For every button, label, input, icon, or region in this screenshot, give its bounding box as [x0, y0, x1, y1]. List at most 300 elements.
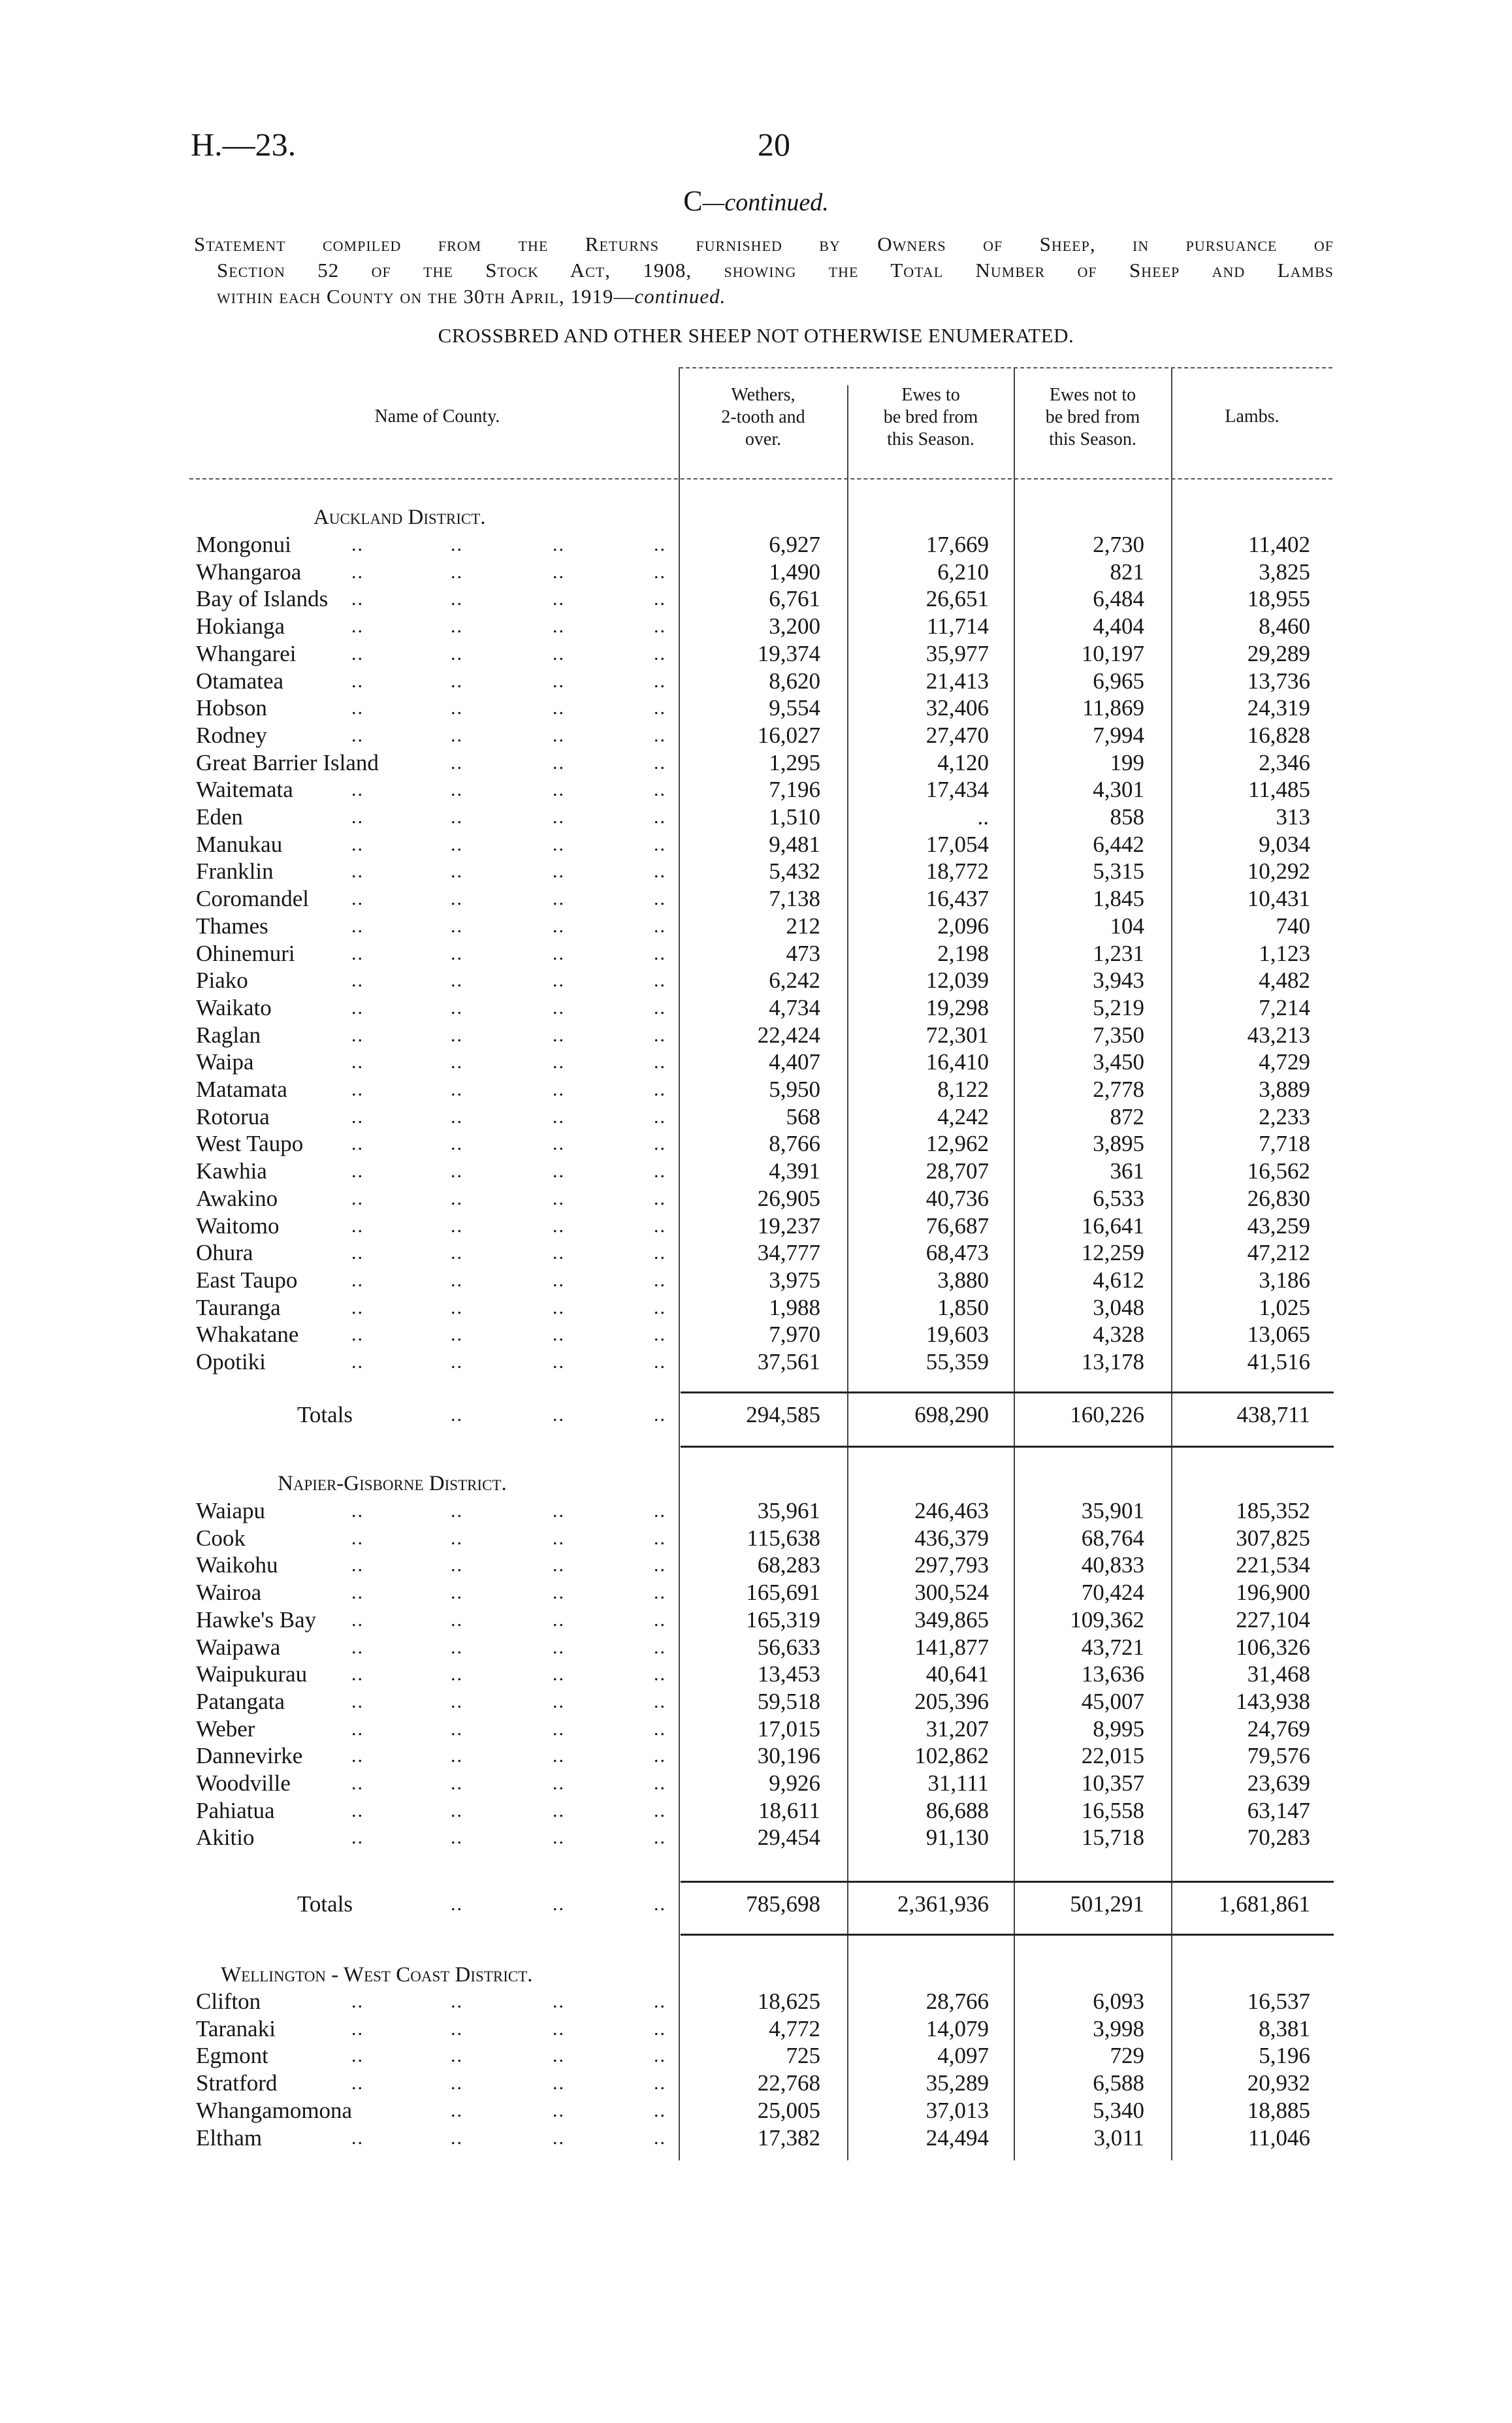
cell-value: 4,097	[937, 2043, 989, 2069]
leader-dots: ..	[654, 1893, 666, 1915]
cell-value: 115,638	[747, 1525, 820, 1551]
leader-dots: ..	[351, 996, 364, 1018]
cell-value: 143,938	[1236, 1688, 1310, 1714]
cell-value: 18,611	[758, 1797, 820, 1823]
table-row	[0, 885, 1512, 913]
leader-dots: ..	[654, 806, 666, 828]
leader-dots: ..	[553, 1079, 565, 1100]
leader-dots: ..	[351, 969, 364, 992]
leader-dots: ..	[451, 1893, 463, 1915]
leader-dots: ..	[553, 2126, 565, 2149]
table-row	[0, 1661, 1512, 1688]
cell-value: 24,769	[1247, 1716, 1310, 1742]
leader-dots: ..	[553, 1214, 565, 1237]
totals-row	[0, 1401, 1512, 1429]
cell-value: 19,374	[757, 640, 820, 666]
cell-value: 16,537	[1247, 1989, 1310, 2014]
leader-dots: ..	[451, 1404, 463, 1425]
cell-value: 3,011	[1093, 2124, 1144, 2151]
leader-dots: ..	[553, 1351, 565, 1373]
leader-dots: ..	[654, 1608, 666, 1631]
leader-dots: ..	[553, 2017, 565, 2040]
leader-dots: ..	[553, 860, 565, 883]
county-name: Waitomo	[196, 1212, 280, 1239]
leader-dots: ..	[451, 915, 463, 937]
table-row	[0, 1239, 1512, 1267]
cell-value: 37,561	[757, 1349, 820, 1374]
table-row	[0, 858, 1512, 885]
cell-value: 41,516	[1247, 1349, 1310, 1374]
cell-value: 3,889	[1259, 1077, 1310, 1102]
cell-value: 858	[1110, 804, 1144, 830]
leader-dots: ..	[351, 860, 364, 883]
cell-value: 6,965	[1093, 668, 1144, 694]
cell-value: 28,766	[925, 1989, 989, 2014]
leader-dots: ..	[553, 1296, 565, 1318]
table-row	[0, 2097, 1512, 2124]
cell-value: 91,130	[925, 1825, 989, 1851]
leader-dots: ..	[351, 588, 364, 610]
leader-dots: ..	[351, 615, 364, 638]
cell-value: 436,379	[914, 1525, 989, 1551]
county-name: Coromandel	[196, 886, 310, 912]
page-number: 20	[758, 126, 790, 163]
table-row	[0, 1634, 1512, 1661]
leader-dots: ..	[451, 1527, 463, 1549]
leader-dots: ..	[553, 806, 565, 828]
cell-value: 22,424	[757, 1022, 820, 1048]
leader-dots: ..	[351, 1690, 364, 1712]
cell-value: 32,406	[925, 695, 989, 721]
table-row	[0, 1579, 1512, 1606]
leader-dots: ..	[351, 1079, 364, 1100]
cell-value: 13,636	[1081, 1661, 1144, 1687]
leader-dots: ..	[451, 1160, 463, 1182]
cell-value: 568	[786, 1103, 820, 1130]
cell-value: 6,533	[1093, 1185, 1144, 1211]
statement-line-2: Section 52 of the Stock Act, 1908, showing the Total Number of Sheep and Lambs	[217, 259, 1334, 282]
leader-dots: ..	[553, 969, 565, 992]
table-row	[0, 804, 1512, 831]
cell-value: 349,865	[914, 1606, 989, 1633]
leader-dots: ..	[654, 1242, 666, 1264]
cell-value: 141,877	[914, 1634, 989, 1660]
cell-value: 212	[786, 913, 820, 939]
leader-dots: ..	[451, 1500, 463, 1521]
leader-dots: ..	[451, 1582, 463, 1604]
leader-dots: ..	[553, 1051, 565, 1073]
cell-value: 19,603	[925, 1322, 989, 1348]
cell-value: 160,226	[1070, 1402, 1144, 1427]
cell-value: 2,096	[937, 913, 989, 939]
leader-dots: ..	[654, 1296, 666, 1318]
totals-rule	[681, 1881, 1334, 1883]
leader-dots: ..	[654, 1663, 666, 1685]
cell-value: 7,970	[769, 1322, 820, 1348]
county-name: Waipa	[196, 1049, 254, 1075]
cell-value: 56,633	[757, 1634, 820, 1660]
cell-value: 2,778	[1093, 1077, 1144, 1102]
leader-dots: ..	[351, 888, 364, 910]
cell-value: 8,620	[769, 668, 820, 694]
county-name: Clifton	[196, 1989, 261, 2014]
leader-dots: ..	[351, 2017, 364, 2040]
county-name: Hokianga	[196, 613, 285, 640]
cell-value: 22,768	[757, 2070, 820, 2096]
cell-value: 8,995	[1093, 1716, 1144, 1742]
cell-value: 8,766	[769, 1131, 820, 1157]
leader-dots: ..	[451, 588, 463, 610]
table-row	[0, 1988, 1512, 2015]
header-line: Ewes to	[901, 385, 960, 405]
leader-dots: ..	[451, 942, 463, 964]
cell-value: 6,927	[769, 532, 820, 557]
table-row	[0, 722, 1512, 749]
cell-value: 740	[1276, 913, 1310, 939]
header-line: 2-tooth and	[721, 407, 805, 427]
cell-value: 3,825	[1259, 559, 1310, 585]
leader-dots: ..	[451, 1324, 463, 1346]
cell-value: 11,046	[1248, 2124, 1310, 2151]
county-name: Akitio	[196, 1825, 255, 1851]
county-name: Cook	[196, 1525, 246, 1551]
leader-dots: ..	[553, 833, 565, 855]
cell-value: 1,845	[1093, 886, 1144, 912]
cell-value: 40,641	[925, 1661, 989, 1687]
cell-value: 9,481	[769, 831, 820, 857]
leader-dots: ..	[351, 1324, 364, 1346]
leader-dots: ..	[654, 1554, 666, 1576]
leader-dots: ..	[654, 1079, 666, 1100]
leader-dots: ..	[553, 1717, 565, 1740]
cell-value: 165,691	[746, 1580, 820, 1606]
cell-value: 4,301	[1093, 777, 1144, 803]
table-row	[0, 668, 1512, 695]
cell-value: 1,850	[937, 1294, 989, 1320]
cell-value: 17,669	[925, 532, 989, 557]
leader-dots: ..	[351, 1105, 364, 1128]
leader-dots: ..	[451, 1799, 463, 1821]
table-row	[0, 531, 1512, 559]
leader-dots: ..	[553, 1242, 565, 1264]
cell-value: 3,048	[1093, 1294, 1144, 1320]
leader-dots: ..	[654, 860, 666, 883]
county-name: Eltham	[196, 2124, 263, 2151]
cell-value: 21,413	[925, 668, 989, 694]
leader-dots: ..	[654, 1105, 666, 1128]
leader-dots: ..	[451, 1296, 463, 1318]
document-code: H.—23.	[191, 126, 297, 163]
cell-value: 4,120	[937, 749, 989, 775]
cell-value: 3,186	[1259, 1267, 1310, 1293]
table-row	[0, 1552, 1512, 1579]
table-row	[0, 913, 1512, 940]
table-subtitle: CROSSBRED AND OTHER SHEEP NOT OTHERWISE ENUMERATED.	[438, 324, 1074, 347]
leader-dots: ..	[451, 833, 463, 855]
cell-value: 7,994	[1093, 722, 1144, 748]
district-heading: Napier-Gisborne District.	[278, 1472, 507, 1495]
table-row	[0, 831, 1512, 858]
leader-dots: ..	[351, 1024, 364, 1046]
cell-value: 5,315	[1093, 858, 1144, 885]
cell-value: 24,319	[1247, 695, 1310, 721]
cell-value: 6,442	[1093, 831, 1144, 857]
cell-value: 4,328	[1093, 1322, 1144, 1348]
cell-value: 29,454	[757, 1825, 820, 1851]
county-name: Great Barrier Island	[196, 749, 379, 775]
county-name: Rodney	[196, 722, 267, 748]
table-row	[0, 2015, 1512, 2043]
cell-value: 76,687	[925, 1212, 989, 1239]
table-row	[0, 1212, 1512, 1240]
header-line: be bred from	[883, 407, 978, 427]
cell-value: 26,830	[1247, 1185, 1310, 1211]
section-continued-heading	[0, 184, 1512, 218]
cell-value: 23,639	[1247, 1770, 1310, 1796]
leader-dots: ..	[351, 1187, 364, 1209]
cell-value: 7,138	[769, 886, 820, 912]
cell-value: 501,291	[1070, 1891, 1144, 1917]
cell-value: 1,025	[1259, 1294, 1310, 1320]
leader-dots: ..	[553, 642, 565, 664]
cell-value: 43,721	[1081, 1634, 1144, 1660]
county-name: Stratford	[196, 2070, 278, 2096]
leader-dots: ..	[351, 642, 364, 664]
leader-dots: ..	[654, 1269, 666, 1291]
leader-dots: ..	[351, 1717, 364, 1740]
cell-value: 199	[1110, 749, 1144, 775]
cell-value: 12,259	[1081, 1240, 1144, 1266]
cell-value: 2,233	[1259, 1103, 1310, 1130]
totals-rule	[681, 1391, 1334, 1393]
cell-value: 16,410	[925, 1049, 989, 1075]
cell-value: 10,357	[1081, 1770, 1144, 1796]
leader-dots: ..	[451, 697, 463, 719]
header-name-of-county: Name of County.	[374, 406, 500, 427]
county-name: Taranaki	[196, 2015, 276, 2041]
leader-dots: ..	[351, 1242, 364, 1264]
cell-value: 35,961	[757, 1498, 820, 1523]
cell-value: 6,093	[1093, 1989, 1144, 2014]
header-line: this Season.	[1049, 429, 1136, 449]
leader-dots: ..	[351, 1160, 364, 1182]
leader-dots: ..	[451, 670, 463, 692]
cell-value: 4,391	[769, 1158, 820, 1184]
leader-dots: ..	[351, 1582, 364, 1604]
leader-dots: ..	[351, 1051, 364, 1073]
leader-dots: ..	[553, 1269, 565, 1291]
leader-dots: ..	[654, 1500, 666, 1521]
leader-dots: ..	[654, 615, 666, 638]
leader-dots: ..	[351, 1296, 364, 1318]
cell-value: 106,326	[1236, 1634, 1310, 1660]
cell-value: 17,015	[757, 1716, 820, 1742]
header-line: this Season.	[887, 429, 974, 449]
leader-dots: ..	[351, 1827, 364, 1849]
county-name: Tauranga	[196, 1294, 281, 1320]
continued-label: —continued.	[702, 189, 829, 216]
header-ewes-to-be-bred	[848, 384, 1014, 451]
table-row	[0, 1321, 1512, 1348]
cell-value: 3,998	[1093, 2015, 1144, 2041]
leader-dots: ..	[654, 2126, 666, 2149]
cell-value: 11,714	[927, 613, 989, 640]
cell-value: 313	[1276, 804, 1310, 830]
cell-value: 5,432	[769, 858, 820, 885]
leader-dots: ..	[553, 561, 565, 583]
leader-dots: ..	[351, 1554, 364, 1576]
table-row	[0, 559, 1512, 586]
cell-value: 1,295	[769, 749, 820, 775]
leader-dots: ..	[654, 942, 666, 964]
leader-dots: ..	[451, 751, 463, 773]
leader-dots: ..	[451, 534, 463, 555]
leader-dots: ..	[451, 860, 463, 883]
cell-value: 45,007	[1081, 1688, 1144, 1714]
cell-value: 16,437	[925, 886, 989, 912]
leader-dots: ..	[451, 1351, 463, 1373]
table-row	[0, 1688, 1512, 1716]
cell-value: 221,534	[1236, 1552, 1310, 1578]
county-name: Woodville	[196, 1770, 291, 1796]
leader-dots: ..	[654, 1717, 666, 1740]
leader-dots: ..	[654, 1745, 666, 1767]
leader-dots: ..	[451, 642, 463, 664]
cell-value: 3,450	[1093, 1049, 1144, 1075]
cell-value: 227,104	[1236, 1606, 1310, 1633]
cell-value: 35,977	[925, 640, 989, 666]
leader-dots: ..	[451, 1827, 463, 1849]
district-heading: Auckland District.	[314, 506, 486, 529]
cell-value: 3,880	[937, 1267, 989, 1293]
cell-value: 10,431	[1247, 886, 1310, 912]
table-row	[0, 1606, 1512, 1634]
table-row	[0, 1267, 1512, 1294]
county-name: Matamata	[196, 1077, 287, 1102]
leader-dots: ..	[451, 2045, 463, 2067]
table-row	[0, 994, 1512, 1022]
leader-dots: ..	[654, 1187, 666, 1209]
county-name: Ohura	[196, 1240, 253, 1266]
statement-line-1: Statement compiled from the Returns furnished by Owners of Sheep, in pursuance of	[194, 233, 1334, 255]
cell-value: 1,510	[769, 804, 820, 830]
header-lambs: Lambs.	[1225, 406, 1279, 427]
cell-value: 31,468	[1247, 1661, 1310, 1687]
cell-value: 59,518	[757, 1688, 820, 1714]
cell-value: 5,340	[1093, 2097, 1144, 2123]
leader-dots: ..	[553, 779, 565, 801]
leader-dots: ..	[351, 1133, 364, 1155]
cell-value: 6,210	[937, 559, 989, 585]
cell-value: 185,352	[1236, 1498, 1310, 1523]
leader-dots: ..	[351, 1663, 364, 1685]
cell-value: 12,962	[925, 1131, 989, 1157]
county-name: Waitemata	[196, 777, 293, 803]
leader-dots: ..	[654, 969, 666, 992]
cell-value: 63,147	[1247, 1797, 1310, 1823]
cell-value: 9,554	[769, 695, 820, 721]
leader-dots: ..	[654, 915, 666, 937]
cell-value: 70,283	[1247, 1825, 1310, 1851]
leader-dots: ..	[451, 996, 463, 1018]
cell-value: 9,926	[769, 1770, 820, 1796]
table-row	[0, 1022, 1512, 1049]
county-name: Awakino	[196, 1185, 278, 1211]
leader-dots: ..	[553, 1745, 565, 1767]
cell-value: 13,178	[1081, 1349, 1144, 1374]
cell-value: 6,242	[769, 968, 820, 994]
county-name: Whakatane	[196, 1322, 299, 1348]
cell-value: 25,005	[757, 2097, 820, 2123]
cell-value: 5,196	[1259, 2043, 1310, 2069]
table-row	[0, 1076, 1512, 1103]
county-name: Waipukurau	[196, 1661, 308, 1687]
cell-value: 725	[786, 2043, 820, 2069]
leader-dots: ..	[553, 1404, 565, 1425]
county-name: Rotorua	[196, 1103, 270, 1130]
cell-value: 2,730	[1093, 532, 1144, 557]
leader-dots: ..	[351, 1351, 364, 1373]
cell-value: 31,207	[925, 1716, 989, 1742]
cell-value: 11,869	[1082, 695, 1144, 721]
cell-value: 4,612	[1093, 1267, 1144, 1293]
cell-value: 6,761	[769, 586, 820, 612]
leader-dots: ..	[351, 1500, 364, 1521]
leader-dots: ..	[553, 534, 565, 555]
cell-value: 35,289	[925, 2070, 989, 2096]
leader-dots: ..	[451, 888, 463, 910]
cell-value: 7,196	[769, 777, 820, 803]
county-name: Whangamomona	[196, 2097, 353, 2123]
cell-value: 16,641	[1081, 1212, 1144, 1239]
leader-dots: ..	[553, 1324, 565, 1346]
leader-dots: ..	[553, 1133, 565, 1155]
leader-dots: ..	[553, 697, 565, 719]
county-name: Waipawa	[196, 1634, 281, 1660]
county-name: Whangaroa	[196, 559, 302, 585]
cell-value: 16,027	[757, 722, 820, 748]
leader-dots: ..	[451, 1554, 463, 1576]
statement-line-3	[217, 285, 726, 308]
table-row	[0, 2070, 1512, 2097]
leader-dots: ..	[654, 1024, 666, 1046]
cell-value: 8,122	[937, 1077, 989, 1102]
cell-value: 13,065	[1247, 1322, 1310, 1348]
cell-value: 102,862	[914, 1743, 989, 1769]
leader-dots: ..	[654, 1527, 666, 1549]
leader-dots: ..	[451, 724, 463, 746]
cell-value: 7,718	[1259, 1131, 1310, 1157]
leader-dots: ..	[553, 1500, 565, 1521]
leader-dots: ..	[553, 1663, 565, 1685]
cell-value: 698,290	[914, 1402, 989, 1427]
header-line: be bred from	[1045, 407, 1140, 427]
cell-value: 5,219	[1093, 994, 1144, 1020]
leader-dots: ..	[351, 1608, 364, 1631]
leader-dots: ..	[553, 888, 565, 910]
table-row	[0, 1770, 1512, 1797]
statement-line-3-text: within each County on the 30th April, 1919—	[217, 285, 635, 308]
cell-value: 86,688	[925, 1797, 989, 1823]
cell-value: 5,950	[769, 1077, 820, 1102]
leader-dots: ..	[451, 2017, 463, 2040]
leader-dots: ..	[654, 996, 666, 1018]
cell-value: 109,362	[1070, 1606, 1144, 1633]
leader-dots: ..	[654, 1324, 666, 1346]
table-row	[0, 2124, 1512, 2152]
cell-value: 729	[1110, 2043, 1144, 2069]
cell-value: 18,885	[1247, 2097, 1310, 2123]
